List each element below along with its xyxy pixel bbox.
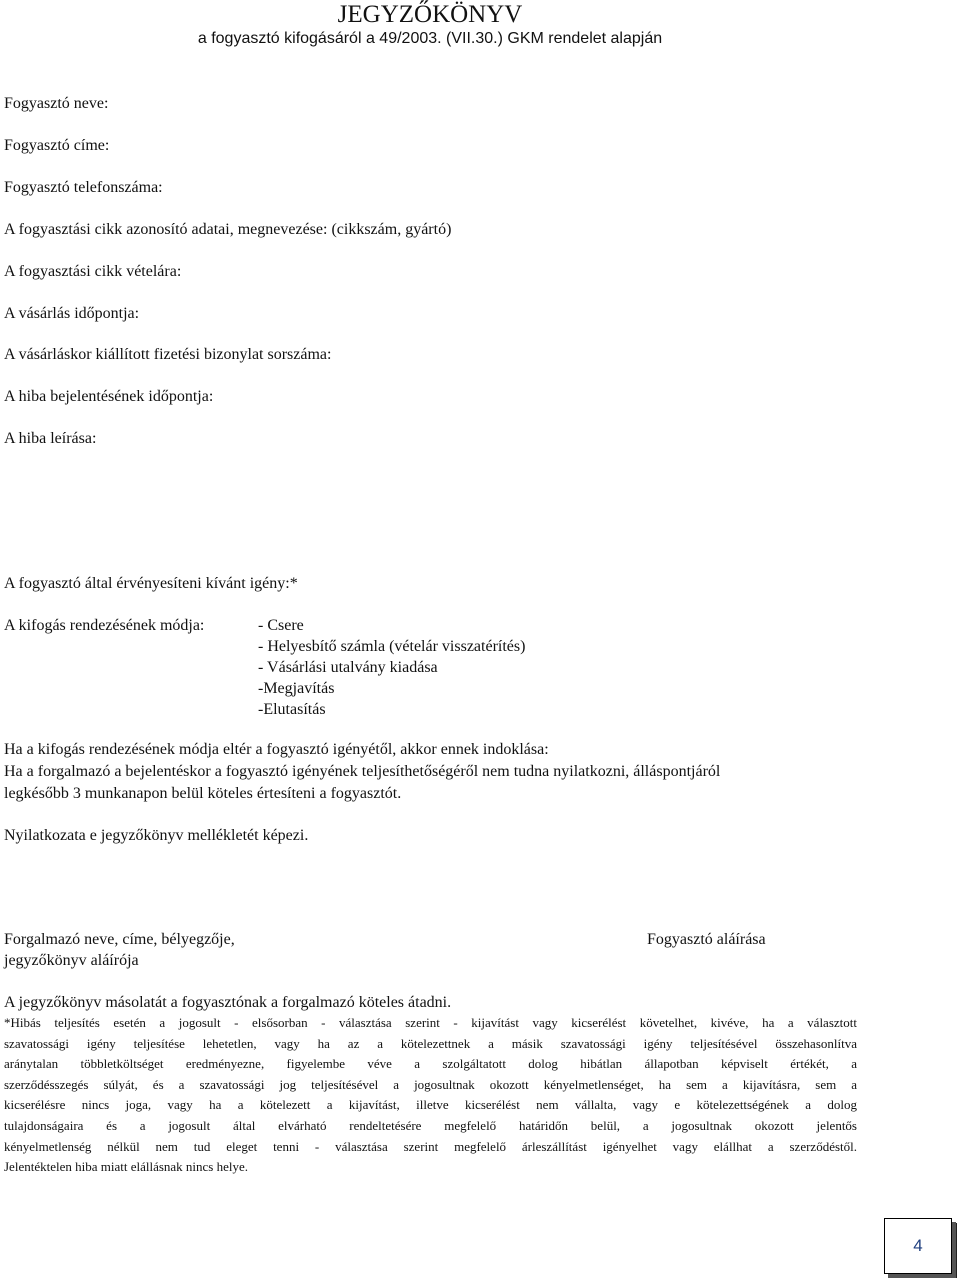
field-consumer-name: Fogyasztó neve: — [4, 95, 109, 112]
footnote-line: tulajdonságaira és a jogosult által elvárható rendeltetésére megfelelő határidőn belül, a jogosultnak okozott jelentős — [4, 1117, 857, 1133]
settlement-option-repair: -Megjavítás — [258, 680, 335, 697]
footnote-line: szerződésszegés súlyát, és a szavatossági jog teljesítésével a jogosultnak okozott kényelmetlenséget, ha sem a kijavításra, sem a — [4, 1076, 857, 1092]
field-product-price: A fogyasztási cikk vételára: — [4, 263, 182, 280]
settlement-label: A kifogás rendezésének módja: — [4, 617, 205, 634]
page-number-box — [884, 1218, 952, 1274]
page-number: 4 — [913, 1236, 923, 1255]
settlement-option-reject: -Elutasítás — [258, 701, 326, 718]
merchant-signature-line2: jegyzőkönyv aláírója — [4, 952, 139, 969]
footnote-line: aránytalan többletköltséget eredményezne, figyelembe véve a szolgáltatott dolog hibátlan állapotban képviselt értékét, a — [4, 1056, 857, 1072]
field-defect-description: A hiba leírása: — [4, 430, 97, 447]
field-receipt-number: A vásárláskor kiállított fizetési bizonylat sorszáma: — [4, 346, 332, 363]
settlement-option-refund: - Helyesbítő számla (vételár visszatérítés) — [258, 638, 526, 655]
consumer-signature: Fogyasztó aláírása — [647, 931, 766, 948]
settlement-option-voucher: - Vásárlási utalvány kiadása — [258, 659, 438, 676]
merchant-signature-line1: Forgalmazó neve, címe, bélyegzője, — [4, 931, 235, 948]
paragraph-statement: Nyilatkozata e jegyzőkönyv mellékletét képezi. — [4, 827, 309, 844]
footnote-line: kicserélésre nincs joga, vagy ha a kötelezett a kijavítást, illetve kicserélést nem vállalta, vagy e kötelezettségének a dolog — [4, 1097, 857, 1113]
field-consumer-phone: Fogyasztó telefonszáma: — [4, 179, 163, 196]
footnote-line: szavatossági igény teljesítése lehetetlen, vagy ha az a kötelezettnek a másik szavatossági igény teljesítésével összehasonlítva — [4, 1035, 857, 1051]
copy-note: A jegyzőkönyv másolatát a fogyasztónak a forgalmazó köteles átadni. — [4, 994, 452, 1011]
footnote-line: Jelentéktelen hiba miatt elállásnak nincs helye. — [4, 1159, 249, 1175]
field-report-date: A hiba bejelentésének időpontja: — [4, 388, 214, 405]
field-product-id: A fogyasztási cikk azonosító adatai, megnevezése: (cikkszám, gyártó) — [4, 221, 452, 238]
field-purchase-date: A vásárlás időpontja: — [4, 305, 140, 322]
field-consumer-claim: A fogyasztó által érvényesíteni kívánt igény:* — [4, 575, 298, 592]
paragraph-deviation: Ha a kifogás rendezésének módja eltér a fogyasztó igényétől, akkor ennek indoklása: — [4, 741, 549, 758]
field-consumer-address: Fogyasztó címe: — [4, 137, 110, 154]
document-title: JEGYZŐKÖNYV — [337, 1, 523, 28]
settlement-option-exchange: - Csere — [258, 617, 304, 634]
footnote — [4, 1013, 857, 1178]
document-subtitle: a fogyasztó kifogásáról a 49/2003. (VII.30.) GKM rendelet alapján — [197, 30, 663, 47]
paragraph-deadline-line2: legkésőbb 3 munkanapon belül köteles értesíteni a fogyasztót. — [4, 785, 402, 802]
footnote-line: kényelmetlenség nélkül nem tud eleget tenni - választása szerint megfelelő árleszállítást igényelhet vagy elállhat a szerződéstől. — [4, 1138, 857, 1154]
footnote-line: *Hibás teljesítés esetén a jogosult - elsősorban - választása szerint - kijavítást vagy kicserélést követelhet, kivéve, ha a választott — [4, 1015, 857, 1030]
paragraph-deadline-line1: Ha a forgalmazó a bejelentéskor a fogyasztó igényének teljesíthetőségéről nem tudna nyilatkozni, álláspontjáról — [4, 763, 721, 780]
